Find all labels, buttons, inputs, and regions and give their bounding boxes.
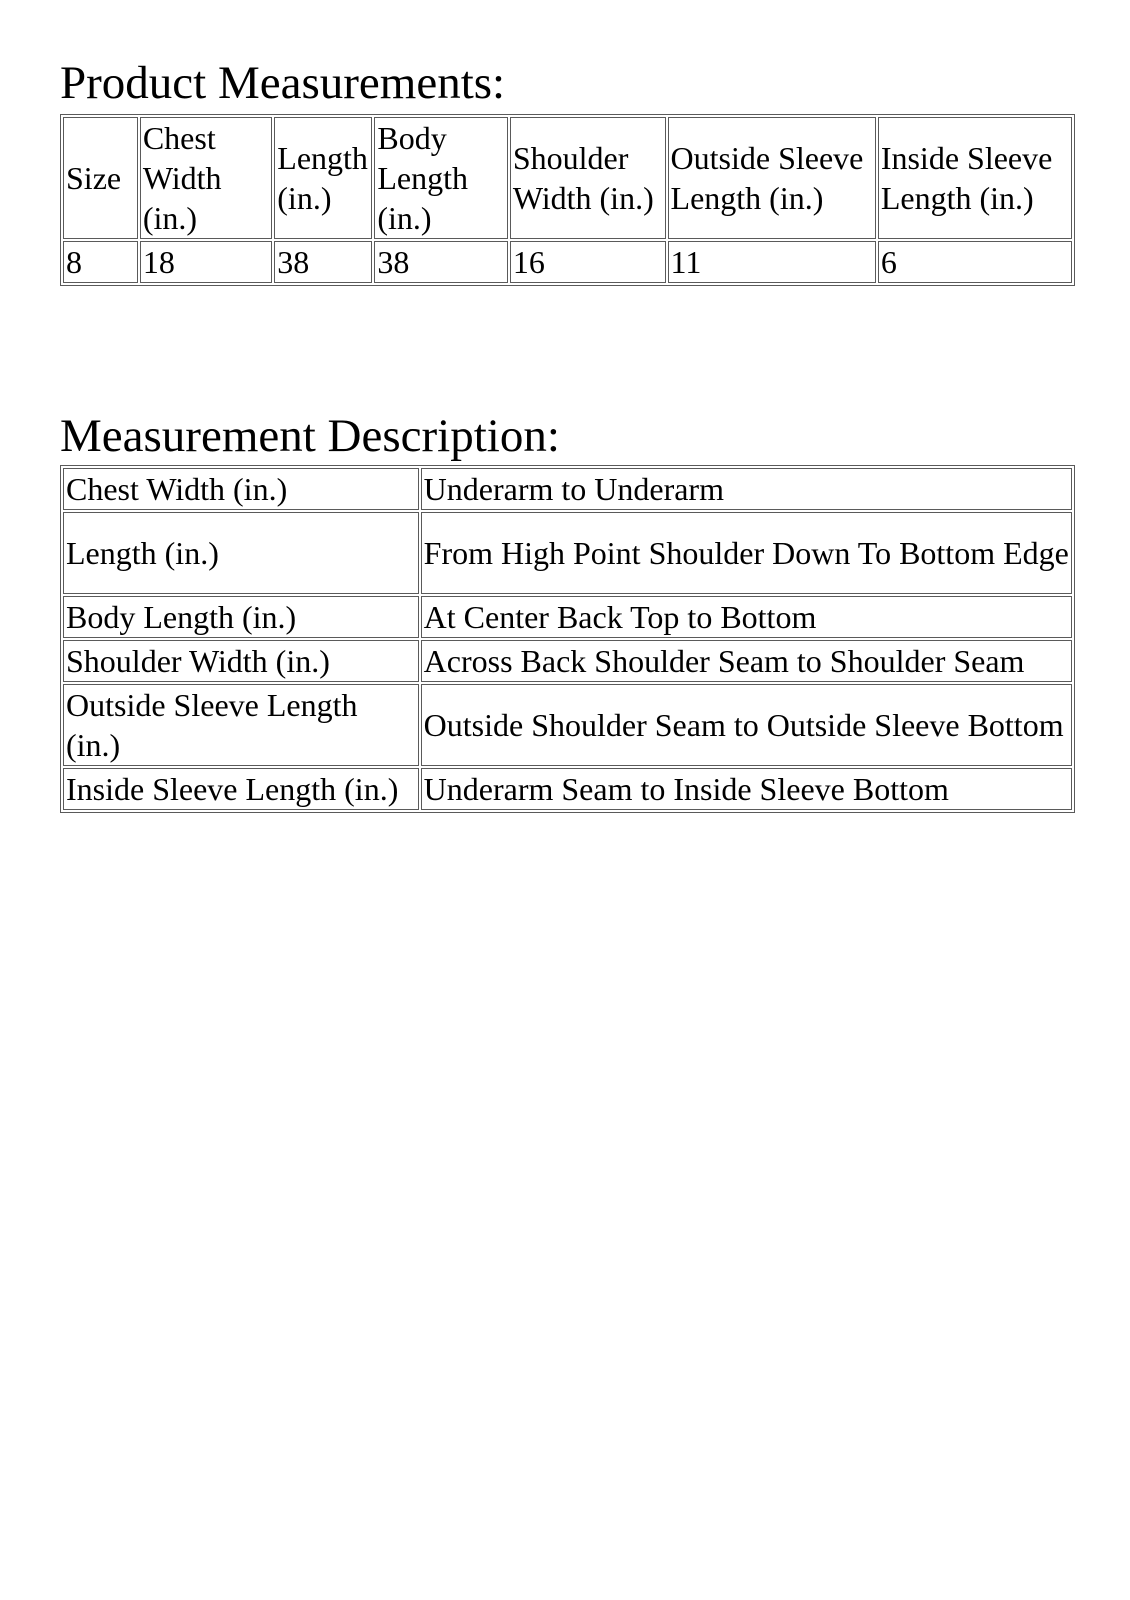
measurements-header-row <box>63 117 1072 239</box>
header-cell: Body Length (in.) <box>374 117 507 239</box>
header-cell: Size <box>63 117 138 239</box>
measurements-value-row <box>63 241 1072 283</box>
measurement-name-cell: Body Length (in.) <box>63 596 419 638</box>
header-cell: Inside Sleeve Length (in.) <box>878 117 1072 239</box>
value-cell: 11 <box>668 241 876 283</box>
measurement-text-cell: Outside Shoulder Seam to Outside Sleeve Bottom <box>421 684 1072 766</box>
measurement-description-title: Measurement Description: <box>60 410 560 462</box>
measurement-name-cell: Outside Sleeve Length (in.) <box>63 684 419 766</box>
measurement-name-cell: Length (in.) <box>63 512 419 594</box>
description-row <box>63 596 1072 638</box>
value-cell: 38 <box>374 241 507 283</box>
value-cell: 8 <box>63 241 138 283</box>
measurement-text-cell: From High Point Shoulder Down To Bottom Edge <box>421 512 1072 594</box>
product-measurements-title: Product Measurements: <box>60 57 506 109</box>
measurement-name-cell: Inside Sleeve Length (in.) <box>63 768 419 810</box>
measurement-text-cell: Underarm Seam to Inside Sleeve Bottom <box>421 768 1072 810</box>
description-row <box>63 640 1072 682</box>
header-cell: Outside Sleeve Length (in.) <box>668 117 876 239</box>
measurement-name-cell: Chest Width (in.) <box>63 468 419 510</box>
product-measurements-table <box>60 114 1075 286</box>
measurement-text-cell: Underarm to Underarm <box>421 468 1072 510</box>
description-row <box>63 684 1072 766</box>
measurement-name-cell: Shoulder Width (in.) <box>63 640 419 682</box>
measurement-description-table <box>60 465 1075 813</box>
measurement-text-cell: At Center Back Top to Bottom <box>421 596 1072 638</box>
header-cell: Shoulder Width (in.) <box>510 117 666 239</box>
description-row <box>63 468 1072 510</box>
value-cell: 38 <box>274 241 372 283</box>
header-cell: Length (in.) <box>274 117 372 239</box>
value-cell: 16 <box>510 241 666 283</box>
value-cell: 18 <box>140 241 272 283</box>
header-cell: Chest Width (in.) <box>140 117 272 239</box>
description-row <box>63 512 1072 594</box>
description-row <box>63 768 1072 810</box>
value-cell: 6 <box>878 241 1072 283</box>
measurement-text-cell: Across Back Shoulder Seam to Shoulder Seam <box>421 640 1072 682</box>
